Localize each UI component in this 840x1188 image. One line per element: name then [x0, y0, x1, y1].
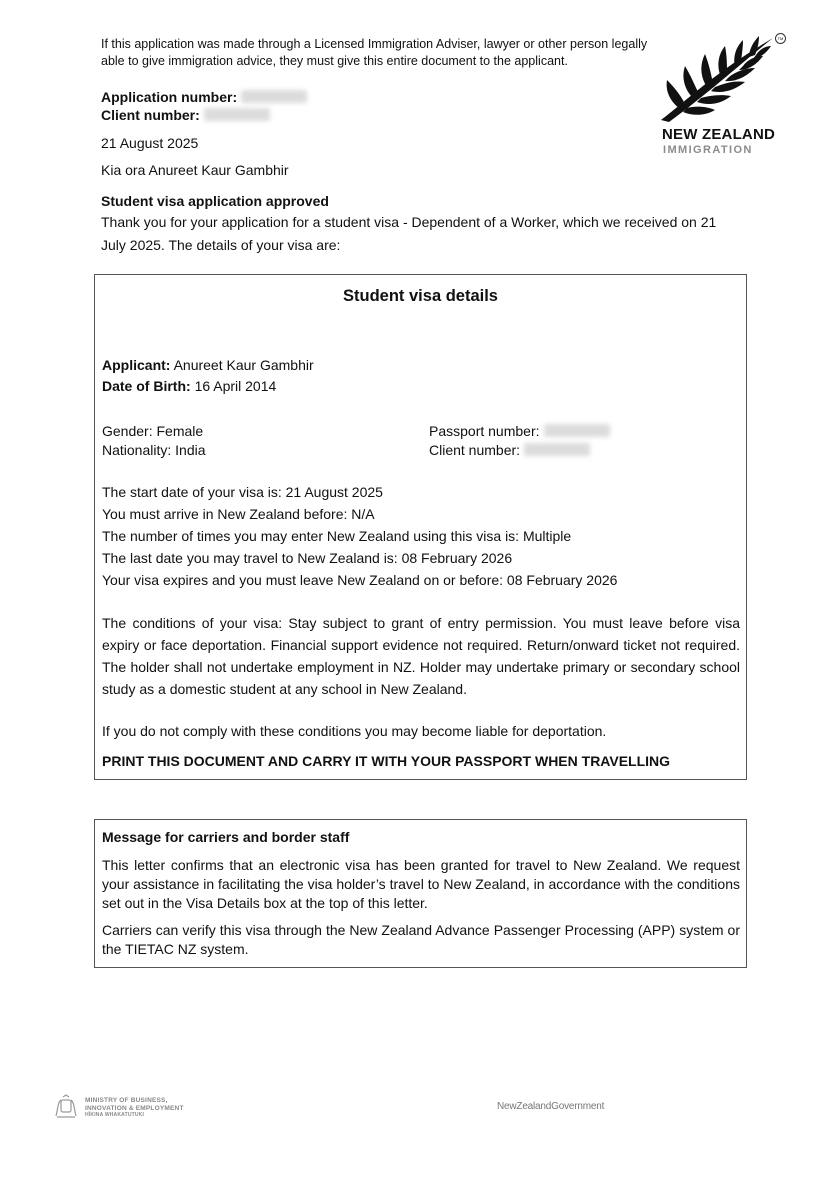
mbie-logo: [53, 1094, 233, 1122]
applicant-value: Anureet Kaur Gambhir: [173, 357, 314, 373]
carriers-paragraph-2: Carriers can verify this visa through the New Zealand Advance Passenger Processing (APP) system or the TIETAC NZ system.: [102, 922, 740, 957]
nz-government-logo: NewZealandGovernment: [497, 1101, 605, 1112]
applicant-label: Applicant:: [102, 357, 171, 373]
nz-immigration-logo: [655, 30, 790, 160]
passport-row: [429, 422, 610, 441]
application-number-row: [101, 88, 307, 107]
nz-coat-of-arms-icon: [53, 1094, 79, 1120]
applicant-row: [102, 356, 314, 375]
visa-details-box: [94, 274, 747, 780]
gender: Gender: Female: [102, 423, 204, 439]
greeting: Kia ora Anureet Kaur Gambhir: [101, 162, 289, 178]
visa-date-lines: [102, 481, 742, 591]
nationality: Nationality: India: [102, 442, 206, 458]
comply-warning: If you do not comply with these conditions you may become liable for deportation.: [102, 723, 607, 739]
carriers-paragraph-1: This letter confirms that an electronic visa has been granted for travel to New Zealand. We request your assistance in facilitating the visa holder’s travel to New Zealand, in accordance with the conditions set out in the Visa Details box at the top of this letter.: [102, 857, 740, 911]
logo-sub: IMMIGRATION: [663, 144, 753, 156]
redacted-client-number: [204, 108, 270, 121]
print-notice: PRINT THIS DOCUMENT AND CARRY IT WITH YOUR PASSPORT WHEN TRAVELLING: [102, 753, 671, 769]
approval-heading: Student visa application approved: [101, 193, 329, 209]
application-number-label: Application number:: [101, 89, 238, 105]
silver-fern-icon: [655, 30, 783, 124]
logo-name: NEW ZEALAND: [662, 126, 776, 143]
entries-line: The number of times you may enter New Zealand using this visa is: Multiple: [102, 528, 572, 544]
redacted-details-client-number: [524, 443, 590, 456]
arrive-before-line: You must arrive in New Zealand before: N/A: [102, 506, 375, 522]
mbie-line-1: MINISTRY OF BUSINESS,: [85, 1097, 168, 1104]
redacted-passport-number: [544, 424, 610, 437]
details-client-label: Client number:: [429, 442, 521, 458]
mbie-text: [85, 1097, 184, 1120]
letter-date: 21 August 2025: [101, 135, 199, 151]
trademark-mark: TM: [775, 33, 786, 44]
start-date-line: The start date of your visa is: 21 August 2025: [102, 484, 383, 500]
dob-value: 16 April 2014: [194, 378, 277, 394]
redacted-application-number: [241, 90, 307, 103]
dob-row: [102, 377, 276, 396]
carriers-title: Message for carriers and border staff: [102, 829, 350, 845]
intro-body: Thank you for your application for a student visa - Dependent of a Worker, which we received on 21 July 2025. The details of your visa are:: [101, 214, 717, 253]
adviser-notice: If this application was made through a Licensed Immigration Adviser, lawyer or other person legally able to give immigration advice, they must give this entire document to the applicant.: [101, 37, 648, 68]
visa-details-title: Student visa details: [343, 287, 498, 305]
carriers-box: [94, 819, 747, 968]
client-number-row: [101, 106, 270, 125]
dob-label: Date of Birth:: [102, 378, 191, 394]
passport-label: Passport number:: [429, 423, 540, 439]
client-number-label: Client number:: [101, 107, 200, 123]
expiry-line: Your visa expires and you must leave New Zealand on or before: 08 February 2026: [102, 572, 618, 588]
details-client-row: [429, 441, 590, 460]
mbie-line-3: HĪKINA WHAKATUTUKI: [85, 1112, 145, 1118]
mbie-line-2: INNOVATION & EMPLOYMENT: [85, 1104, 184, 1112]
visa-conditions: The conditions of your visa: Stay subject to grant of entry permission. You must leave before visa expiry or face deportation. Financial support evidence not required. Return/onward ticket not required. The holder shall not undertake employment in NZ. Holder may undertake primary or secondary school study as a domestic student at any school in New Zealand.: [102, 615, 740, 697]
last-travel-line: The last date you may travel to New Zealand is: 08 February 2026: [102, 550, 513, 566]
